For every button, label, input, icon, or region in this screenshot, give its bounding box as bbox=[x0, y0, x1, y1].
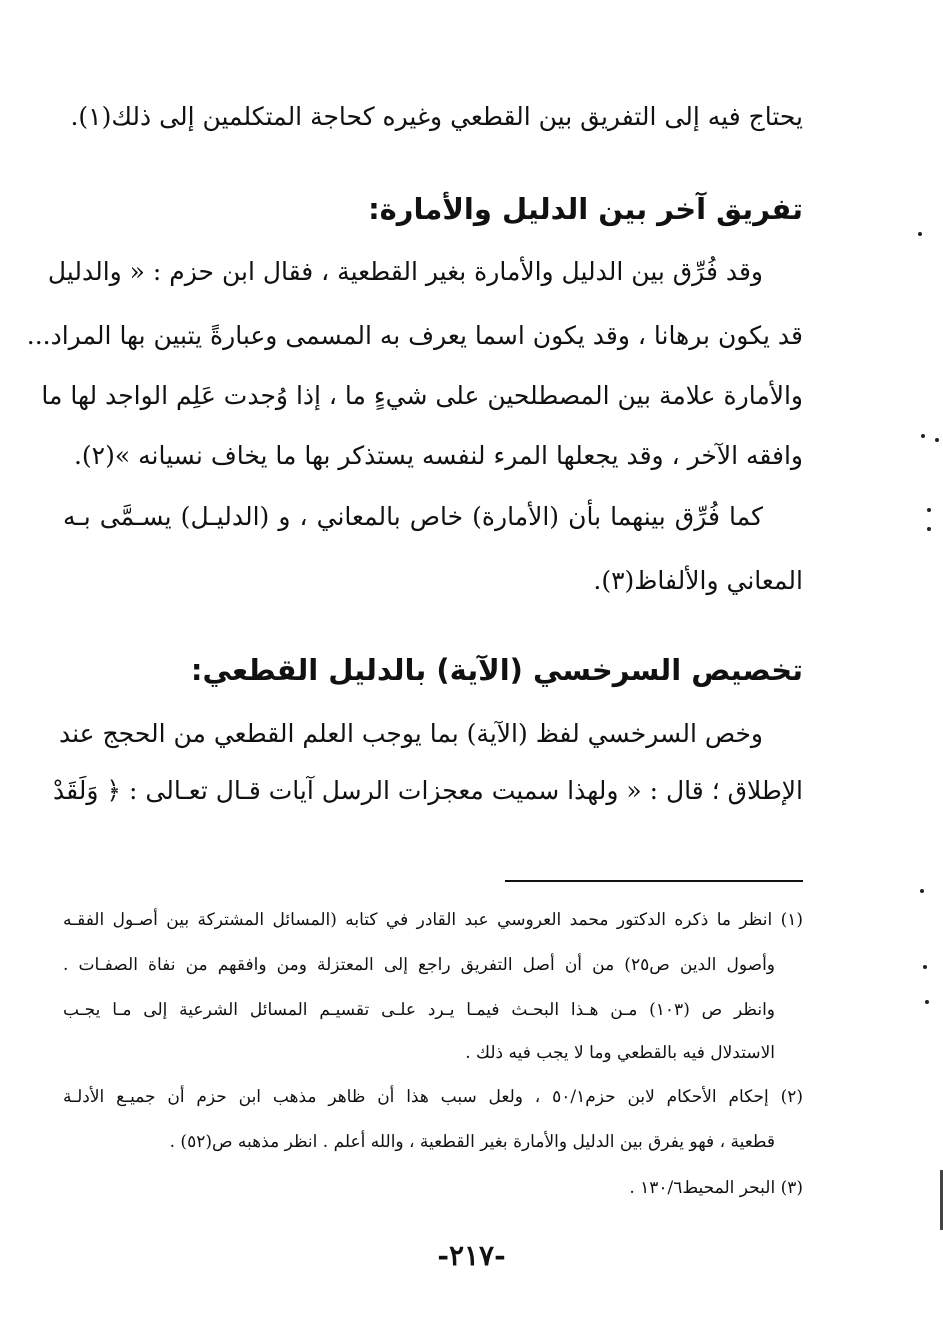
text-line-7: المعاني والألفاظ(٣). bbox=[593, 566, 803, 595]
page-number: -٢١٧- bbox=[437, 1239, 506, 1272]
footnote-line-1: (١) انظر ما ذكره الدكتور محمد العروسي عبد القادر في كتابه (المسائل المشتركة بين أصـول الفقـه bbox=[63, 910, 803, 930]
text-line-1: يحتاج فيه إلى التفريق بين القطعي وغيره كحاجة المتكلمين إلى ذلك(١). bbox=[70, 102, 803, 131]
footnote-line-4: الاستدلال فيه بالقطعي وما لا يجب فيه ذلك . bbox=[465, 1043, 775, 1063]
text-line-8: وخص السرخسي لفظ (الآية) بما يوجب العلم القطعي من الحجج عند bbox=[59, 719, 763, 748]
footnote-separator bbox=[505, 880, 803, 882]
scan-speck bbox=[935, 438, 939, 442]
text-line-9: الإطلاق ؛ قال : « ولهذا سميت معجزات الرسل آيات قـال تعـالى : ﴿ وَلَقَدْ bbox=[53, 776, 803, 805]
text-line-5: وافقه الآخر ، وقد يجعلها المرء لنفسه يستذكر بها ما يخاف نسيانه »(٢). bbox=[73, 441, 803, 470]
footnote-line-3: وانظر ص (١٠٣) مـن هـذا البحـث فيمـا يـرد علـى تقسيـم المسائل الشرعية إلى مـا يجـب bbox=[63, 1000, 776, 1020]
section-heading-1: تفريق آخر بين الدليل والأمارة: bbox=[368, 192, 803, 226]
scan-speck bbox=[918, 232, 922, 236]
scan-speck bbox=[923, 965, 927, 969]
section-heading-2: تخصيص السرخسي (الآية) بالدليل القطعي: bbox=[190, 653, 803, 687]
scan-speck bbox=[927, 508, 931, 512]
text-line-3: قد يكون برهانا ، وقد يكون اسما يعرف به المسمى وعبارةً يتبين بها المراد... bbox=[26, 321, 803, 350]
scan-speck bbox=[920, 889, 924, 893]
scan-speck bbox=[921, 434, 925, 438]
scan-speck bbox=[927, 527, 931, 531]
text-line-6: كما فُرِّق بينهما بأن (الأمارة) خاص بالمعاني ، و (الدليـل) يسـمَّى بـه bbox=[63, 502, 763, 531]
footnote-line-7: (٣) البحر المحيط١٣٠/٦ . bbox=[629, 1178, 803, 1198]
text-line-4: والأمارة علامة بين المصطلحين على شيءٍ ما ، إذا وُجدت عَلِم الواجد لها ما bbox=[41, 381, 803, 410]
footnote-line-2: وأصول الدين ص٢٥) من أن أصل التفريق راجع إلى المعتزلة ومن وافقهم من نفاة الصفـات . bbox=[63, 955, 775, 975]
footnote-line-6: قطعية ، فهو يفرق بين الدليل والأمارة بغير القطعية ، والله أعلم . انظر مذهبه ص(٥٢) . bbox=[169, 1132, 775, 1152]
scan-speck bbox=[925, 1000, 929, 1004]
footnote-line-5: (٢) إحكام الأحكام لابن حزم٥٠/١ ، ولعل سبب هذا أن ظاهر مذهب ابن حزم أن جميـع الأدلـة bbox=[63, 1087, 804, 1107]
text-line-2: وقد فُرِّق بين الدليل والأمارة بغير القطعية ، فقال ابن حزم : « والدليل bbox=[47, 257, 763, 286]
